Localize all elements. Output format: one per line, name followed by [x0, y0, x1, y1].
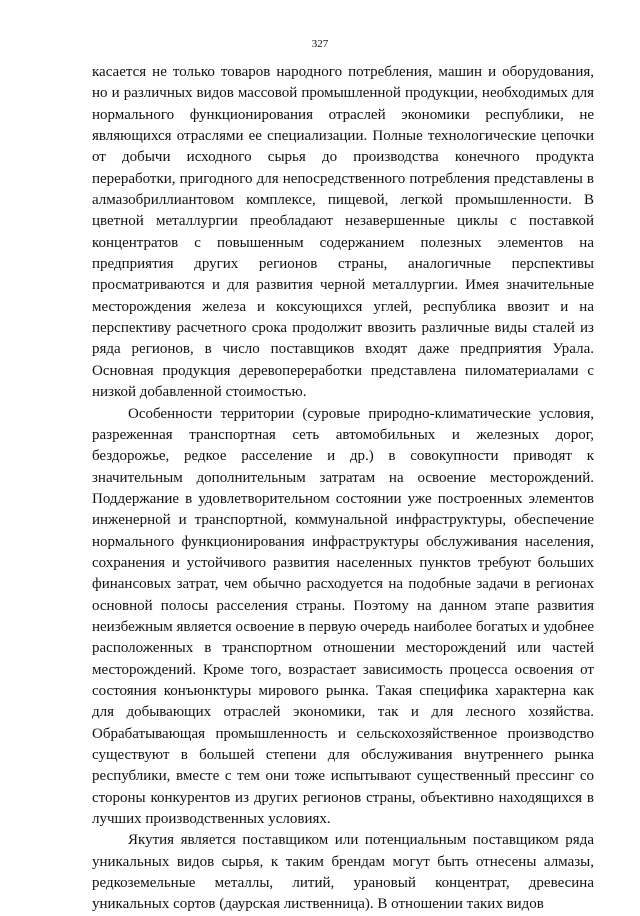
paragraph-3: Якутия является поставщиком или потенциальным поставщиком ряда уникальных видов сырья, к таким брендам могут быть отнесены алмазы, редкоземельные металлы, литий, урановый концентрат, древесина уникальных сортов (даурская лиственница). В отношении таких видов [92, 832, 594, 913]
page-number: 327 [311, 38, 329, 50]
paragraph-1: касается не только товаров народного потребления, машин и оборудования, но и различных видов массовой промышленной продукции, необходимых для нормального функционирования отраслей экономики республики, не являющихся отраслями ее специализации. Полные технологические цепочки от добычи исходного сырья до производства конечного продукта переработки, пригодного для непосредственного потребления представлены в алмазобриллиантовом комплексе, пищевой, легкой промышленности. В цветной металлургии преобладают незавершенные циклы с поставкой концентратов с повышенным содержанием полезных элементов на предприятия других регионов страны, аналогичные перспективы просматриваются и для развития черной металлургии. Имея значительные месторождения железа и коксующихся углей, республика ввозит и на перспективу расчетного срока продолжит ввозить различные виды сталей из ряда регионов, в число поставщиков входят даже предприятия Урала. Основная продукция деревопереработки представлена пиломатериалами с низкой добавленной стоимостью. [92, 64, 594, 401]
body-text [92, 62, 594, 916]
paragraph-2: Особенности территории (суровые природно-климатические условия, разреженная транспортная сеть автомобильных и железных дорог, бездорожье, редкое расселение и др.) в совокупности приводят к значительным дополнительным затратам на освоение месторождений. Поддержание в удовлетворительном состоянии уже построенных элементов инженерной и транспортной, коммунальной инфраструктуры, обеспечение нормального функционирования инфраструктуры обслуживания населения, сохранения и устойчивого развития населенных пунктов требуют больших финансовых затрат, чем обычно расходуется на подобные задачи в регионах основной полосы расселения страны. Поэтому на данном этапе развития неизбежным является освоение в первую очередь наиболее богатых и удобнее расположенных в транспортном отношении месторождений или частей месторождений. Кроме того, возрастает зависимость процесса освоения от состояния конъюнктуры мирового рынка. Такая специфика характерна как для добывающих отраслей экономики, так и для лесного хозяйства. Обрабатывающая промышленность и сельскохозяйственное производство существуют в большей степени для обслуживания внутреннего рынка республики, вместе с тем они тоже испытывают существенный прессинг со стороны конкурентов из других регионов страны, объективно находящихся в лучших производственных условиях. [92, 405, 594, 828]
